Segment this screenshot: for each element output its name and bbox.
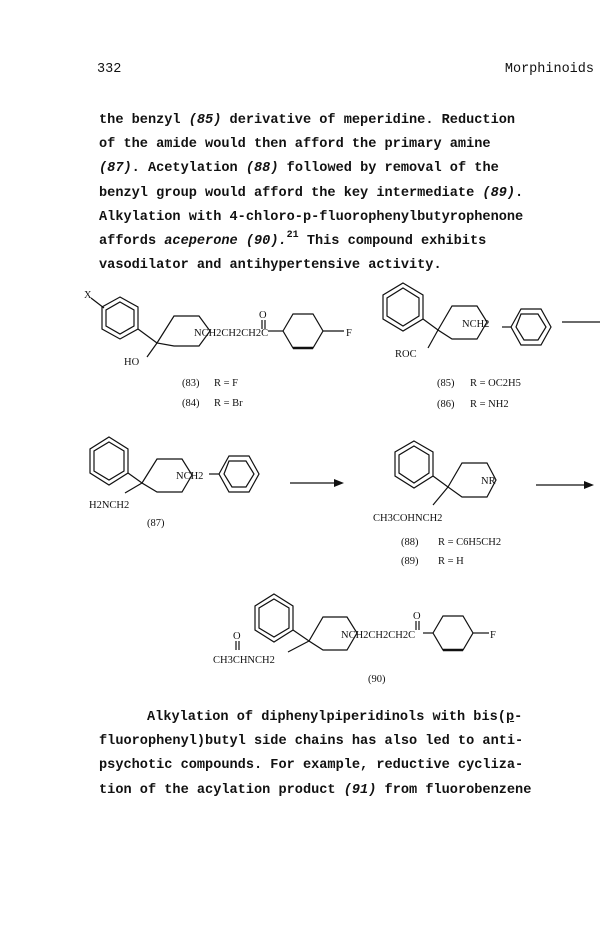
compound-88-formula: R = C6H5CH2 bbox=[438, 537, 502, 548]
fluorine-label: F bbox=[490, 630, 496, 641]
text-line: benzyl group would afford the key intermediate (89). bbox=[99, 185, 524, 201]
structure-83-84 bbox=[91, 297, 344, 357]
structure-88-89 bbox=[395, 441, 594, 505]
compound-86-label: (86) bbox=[437, 399, 455, 410]
compound-90-label: (90) bbox=[368, 674, 386, 685]
substituent-x-label: X bbox=[84, 290, 92, 301]
text-line: vasodilator and antihypertensive activity. bbox=[99, 258, 442, 274]
text-line: Alkylation of diphenylpiperidinols with bis(p- bbox=[147, 710, 523, 725]
compound-ref: (88) bbox=[245, 161, 279, 177]
text-line: fluorophenyl)butyl side chains has also led to anti- bbox=[99, 734, 524, 750]
compound-84-label: (84) bbox=[182, 398, 200, 409]
compound-89-formula: R = H bbox=[438, 556, 464, 567]
compound-87-label: (87) bbox=[147, 518, 165, 529]
acetamidomethyl-label: CH3CHNCH2 bbox=[213, 655, 275, 666]
compound-84-formula: R = Br bbox=[214, 398, 243, 409]
page-number: 332 bbox=[97, 62, 122, 77]
carbonyl-o-label: O bbox=[259, 310, 267, 321]
text-line: the benzyl (85) derivative of meperidine. Reduction bbox=[99, 113, 516, 128]
compound-85-formula: R = OC2H5 bbox=[470, 378, 521, 389]
compound-ref: (90). bbox=[237, 233, 287, 249]
para-prefix: p bbox=[505, 710, 515, 725]
hydroxyl-label: HO bbox=[124, 357, 140, 368]
compound-85-label: (85) bbox=[437, 378, 455, 389]
nch2-label: NCH2 bbox=[176, 471, 204, 482]
ester-roc-label: ROC bbox=[395, 349, 417, 360]
aminomethyl-label: H2NCH2 bbox=[89, 500, 130, 511]
amide-o-label: O bbox=[233, 631, 241, 642]
text-line: psychotic compounds. For example, reductive cycliza- bbox=[99, 758, 524, 774]
chain-label: NCH2CH2CH2C bbox=[194, 328, 269, 339]
chain-label: NCH2CH2CH2C bbox=[341, 630, 416, 641]
compound-83-formula: R = F bbox=[214, 378, 239, 389]
compound-ref: (87) bbox=[99, 161, 132, 177]
scheme-graphics bbox=[90, 283, 600, 652]
drug-name: aceperone bbox=[164, 233, 238, 249]
compound-86-formula: R = NH2 bbox=[470, 399, 509, 410]
nr-label: NR bbox=[481, 476, 496, 487]
carbonyl-o-label: O bbox=[413, 611, 421, 622]
text-line: Alkylation with 4-chloro-p-fluorophenylbutyrophenone bbox=[99, 209, 524, 225]
compound-ref: (85) bbox=[188, 113, 222, 128]
citation-superscript: 21 bbox=[286, 229, 299, 241]
paragraph-continuation bbox=[99, 706, 589, 803]
structure-87 bbox=[90, 437, 344, 493]
structure-85-86 bbox=[383, 283, 600, 348]
text-line: (87). Acetylation (88) followed by removal of the bbox=[99, 161, 499, 177]
compound-88-label: (88) bbox=[401, 537, 419, 548]
text-line: of the amide would then afford the primary amine bbox=[99, 137, 491, 153]
structure-90 bbox=[236, 594, 489, 652]
text-line: tion of the acylation product (91) from fluorobenzene bbox=[99, 782, 532, 798]
compound-ref: (89) bbox=[482, 185, 516, 201]
compound-83-label: (83) bbox=[182, 378, 200, 389]
running-title: Morphinoids bbox=[504, 62, 594, 77]
compound-89-label: (89) bbox=[401, 556, 419, 567]
compound-ref: (91) bbox=[343, 782, 377, 798]
acetamidomethyl-label: CH3COHNCH2 bbox=[373, 513, 443, 524]
text-line: affords aceperone (90).$^{21}$ This compound exhibits bbox=[99, 229, 487, 249]
fluorine-label: F bbox=[346, 328, 352, 339]
nch2-label: NCH2 bbox=[462, 319, 490, 330]
